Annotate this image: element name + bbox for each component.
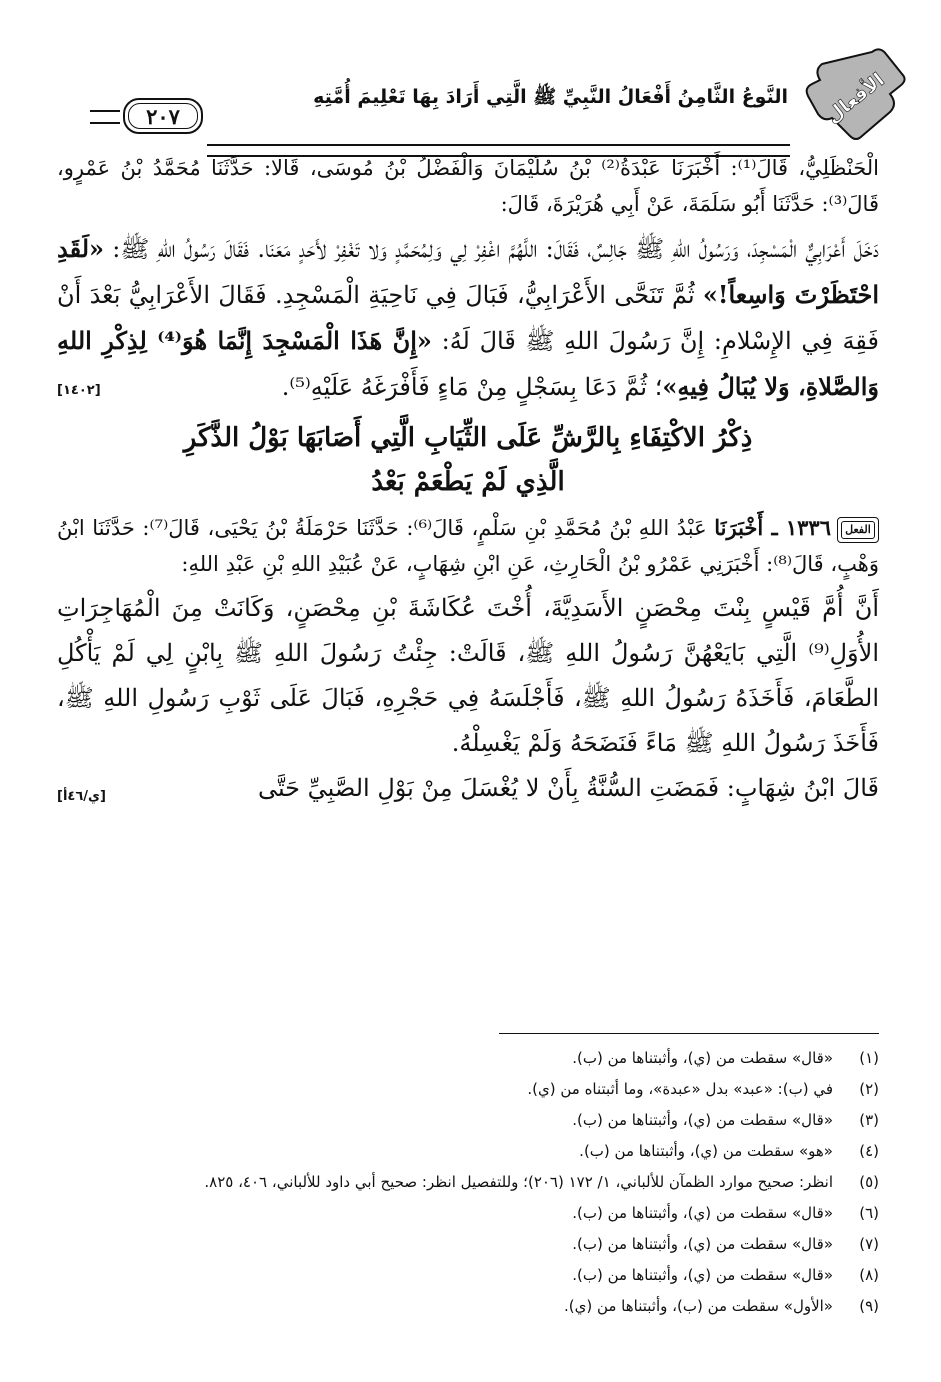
isnad-paragraph: الْحَنْظَلِيُّ، قَالَ⁽¹⁾: أَخْبَرَنَا عَبْدَةُ⁽²⁾ بْنُ سُلَيْمَانَ وَالْفَضْلُ بْنُ مُوسَى، قَالا: حَدَّثَنَا مُحَمَّدُ بْنُ عَمْرٍو، قَالَ⁽³⁾: حَدَّثَنَا أَبُو سَلَمَةَ، عَنْ أَبِي هُرَيْرَةَ، قَالَ: bbox=[57, 156, 879, 216]
chapter-heading-line: ذِكْرُ الاكْتِفَاءِ بِالرَّشِّ عَلَى الثِّيَابِ الَّتِي أَصَابَهَا بَوْلُ الذَّكَرِ bbox=[183, 423, 753, 453]
manuscript-reference: [ي/٤٦أ] bbox=[57, 789, 106, 804]
hadith-text: دَخَلَ أَعْرَابِيٌّ الْمَسْجِدَ، وَرَسُولُ اللهِ ﷺ جَالِسٌ، فَقَالَ: اللَّهُمَّ اغْفِرْ لِي وَلِمُحَمَّدٍ وَلا تَغْفِرْ لأَحَدٍ مَعَنَا. فَقَالَ رَسُولُ اللهِ ﷺ: bbox=[104, 235, 879, 263]
footnote-item: (٥) انظر: صحيح موارد الظمآن للألباني، ١/ ١٧٢ (٢٠٦)؛ وللتفصيل انظر: صحيح أبي داود للألباني، ٤٠٦، ٨٢٥. bbox=[204, 1173, 879, 1191]
hadith-paragraph-2: أَنَّ أُمَّ قَيْسٍ بِنْتَ مِحْصَنٍ الأَسَدِيَّةَ، أُخْتَ عُكَاشَةَ بْنِ مِحْصَنٍ، وَكَانَتْ مِنَ الْمُهَاجِرَاتِ الأُوَلِ⁽⁹⁾ الَّتِي بَايَعْهُنَّ رَسُولُ اللهِ ﷺ، قَالَتْ: جِئْتُ رَسُولَ اللهِ ﷺ بِابْنٍ لِي لَمْ يَأْكُلِ الطَّعَامَ، فَأَخَذَهُ رَسُولُ اللهِ ﷺ، فَأَجْلَسَهُ فِي حَجْرِهِ، فَبَالَ عَلَى ثَوْبِ رَسُولِ اللهِ ﷺ، فَأَخَذَ رَسُولُ اللهِ ﷺ مَاءً فَنَضَحَهُ وَلَمْ يَغْسِلْهُ. bbox=[57, 594, 879, 757]
footnote-item: (٨) «قال» سقطت من (ي)، وأثبتناها من (ب). bbox=[572, 1266, 879, 1284]
badge-label: الأفعال bbox=[822, 68, 889, 128]
category-tag: الفعل bbox=[837, 517, 879, 543]
prophet-quote: «لَقَدِ احْتَظَرْتَ وَاسِعاً!» bbox=[57, 234, 879, 309]
chapter-heading-line: الَّذِي لَمْ يَطْعَمْ بَعْدُ bbox=[371, 467, 565, 497]
footnote-item: (٤) «هو» سقطت من (ي)، وأثبتناها من (ب). bbox=[579, 1142, 879, 1160]
ibn-shihab-paragraph bbox=[57, 766, 879, 811]
ibn-shihab-text: قَالَ ابْنُ شِهَابٍ: فَمَضَتِ السُّنَّةُ بِأَنْ لا يُغْسَلَ مِنْ بَوْلِ الصَّبِيِّ حَتَّى bbox=[257, 774, 879, 802]
section-badge-icon bbox=[802, 44, 910, 144]
running-title: النَّوعُ الثَّامِنُ أَفْعَالُ النَّبِيِّ ﷺ الَّتِي أَرَادَ بِهَا تَعْلِيمَ أُمَّتِهِ bbox=[313, 86, 788, 108]
header-rule-left bbox=[90, 110, 120, 124]
footnote-item: (٧) «قال» سقطت من (ي)، وأثبتناها من (ب). bbox=[572, 1235, 879, 1253]
hadith-text: ؛ ثُمَّ دَعَا بِسَجْلٍ مِنْ مَاءٍ فَأَفْرَغَهُ عَلَيْهِ⁽⁵⁾. bbox=[281, 373, 663, 401]
footnote-item: (٣) «قال» سقطت من (ي)، وأثبتناها من (ب). bbox=[572, 1111, 879, 1129]
footnote-item: (٢) في (ب): «عبد» بدل «عبدة»، وما أثبتناه من (ي). bbox=[527, 1080, 879, 1098]
page-number-text: ٢٠٧ bbox=[146, 103, 180, 129]
footnotes bbox=[49, 1043, 879, 1322]
hadith-text: ثُمَّ تَنَحَّى الأَعْرَابِيُّ، فَبَالَ فِي نَاحِيَةِ الْمَسْجِدِ. فَقَالَ الأَعْرَابِيُّ بَعْدَ أَنْ فَقِهَ فِي الإِسْلامِ: إِنَّ رَسُولَ اللهِ ﷺ قَالَ لَهُ: bbox=[57, 281, 879, 355]
isnad-paragraph-2 bbox=[57, 510, 879, 582]
hadith-number: ١٣٣٦ bbox=[785, 515, 831, 540]
reference-number: [١٤٠٢] bbox=[57, 383, 101, 398]
isnad-text: عَبْدُ اللهِ بْنُ مُحَمَّدِ بْنِ سَلْمٍ، قَالَ⁽⁶⁾: حَدَّثَنَا حَرْمَلَةُ بْنُ يَحْيَى، قَالَ⁽⁷⁾: حَدَّثَنَا ابْنُ وَهْبٍ، قَالَ⁽⁸⁾: أَخْبَرَنِي عَمْرُو بْنُ الْحَارِثِ، عَنِ ابْنِ شِهَابٍ، عَنْ عُبَيْدِ اللهِ بْنِ عَبْدِ اللهِ: bbox=[57, 516, 879, 576]
page-header bbox=[95, 40, 900, 145]
akhbarana: ـ أَخْبَرَنَا bbox=[714, 515, 786, 540]
footnote-item: (٦) «قال» سقطت من (ي)، وأثبتناها من (ب). bbox=[572, 1204, 879, 1222]
chapter-heading bbox=[57, 416, 879, 504]
prophet-quote: «إِنَّ هَذَا الْمَسْجِدَ إِنَّمَا هُوَ⁽⁴⁾ لِذِكْرِ اللهِ وَالصَّلاةِ، وَلا يُبَالُ فِيهِ» bbox=[57, 326, 879, 401]
footnote-separator bbox=[499, 1033, 879, 1034]
footnote-item: (١) «قال» سقطت من (ي)، وأثبتناها من (ب). bbox=[572, 1049, 879, 1067]
main-text bbox=[57, 150, 879, 819]
hadith-paragraph-1 bbox=[57, 226, 879, 410]
footnote-item: (٩) «الأول» سقطت من (ب)، وأثبتناها من (ي). bbox=[563, 1297, 879, 1315]
page-number bbox=[123, 98, 203, 134]
